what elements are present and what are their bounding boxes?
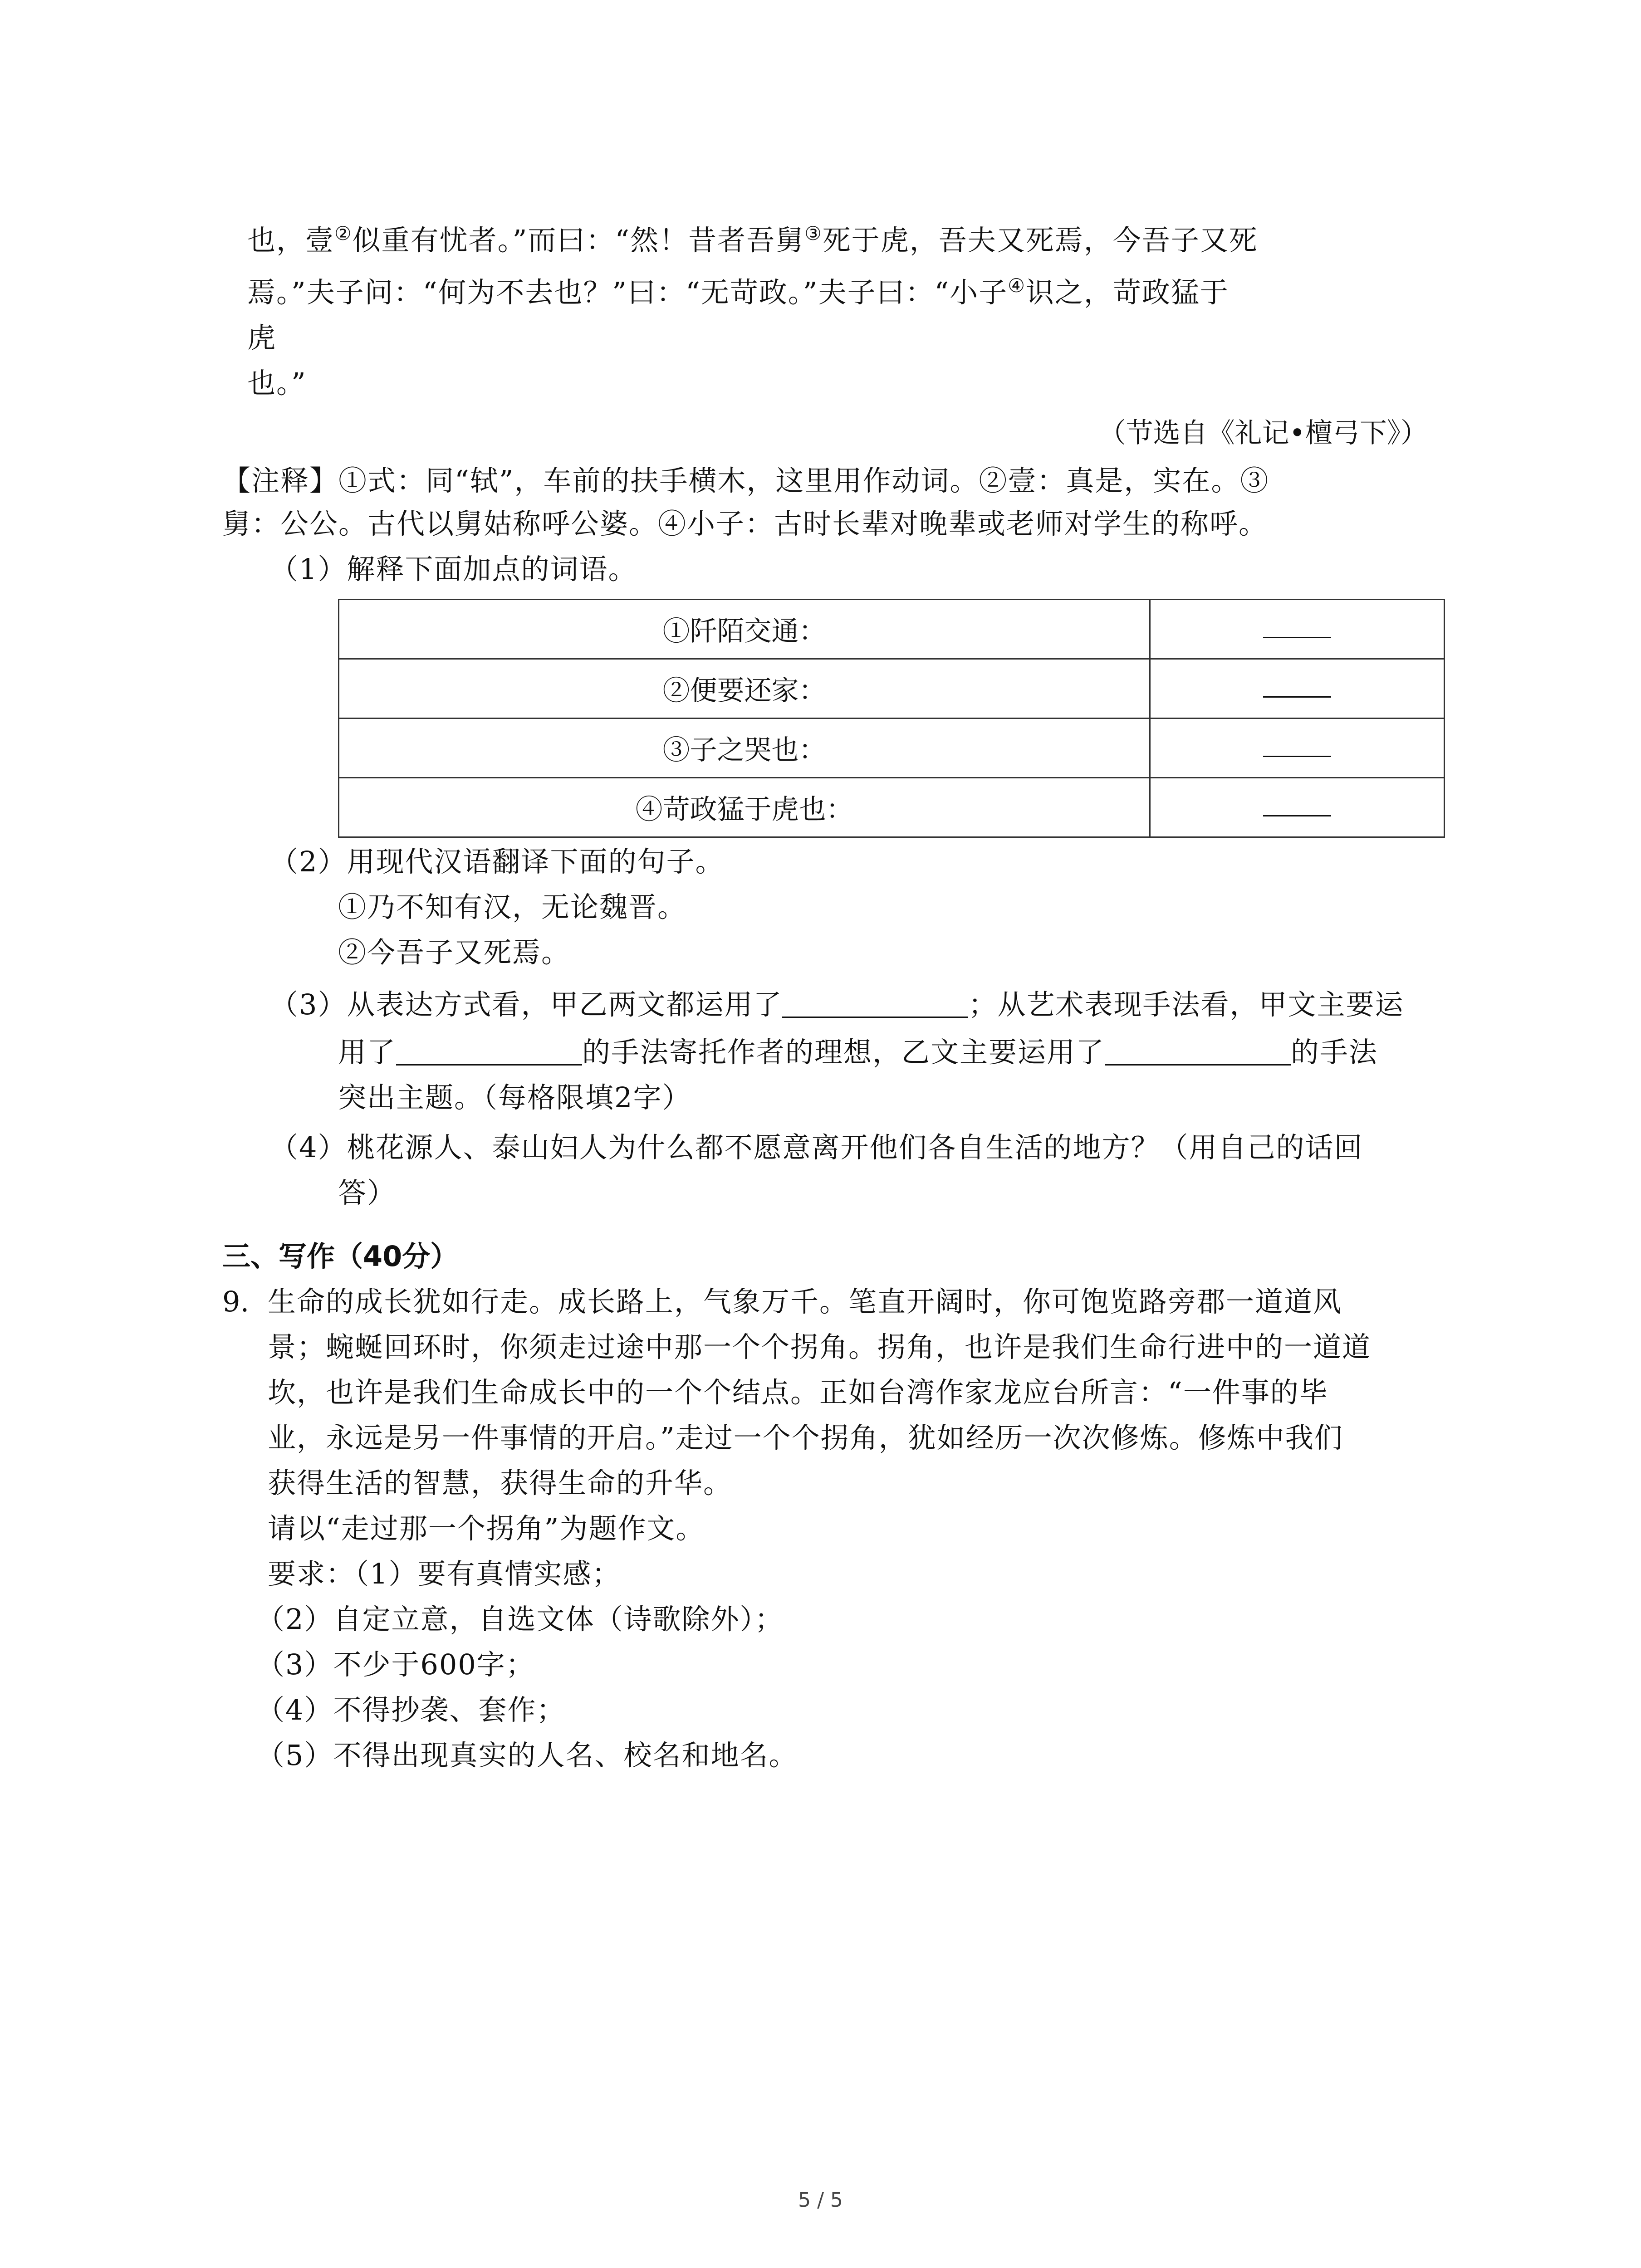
page-number: 5 / 5	[798, 2189, 843, 2212]
passage-source: （节选自《礼记•檀弓下》）	[1098, 417, 1428, 449]
table-row	[339, 719, 1445, 778]
passage-line-1	[247, 222, 1258, 259]
passage-text: 似重有忧者。”而曰：“然！昔者吾舅	[352, 224, 805, 257]
question-9-number: 9.	[222, 1285, 250, 1318]
question-9-line-4: 业，永远是另一件事情的开启。”走过一个个拐角，犹如经历一次次修炼。修炼中我们	[268, 1421, 1343, 1454]
question-1-prompt: （1）解释下面加点的词语。	[270, 552, 637, 586]
notes-line-1: 【注释】①式：同“轼”，车前的扶手横木，这里用作动词。②壹：真是，实在。③	[222, 464, 1269, 497]
vocab-term: ③子之哭也：	[339, 719, 1150, 778]
question-text: 的手法寄托作者的理想，乙文主要运用了	[582, 1036, 1105, 1069]
requirement-1: 要求：（1）要有真情实感；	[268, 1557, 621, 1590]
vocab-term: ②便要还家：	[339, 659, 1150, 719]
question-9-line-3: 坎，也许是我们生命成长中的一个个结点。正如台湾作家龙应台所言：“一件事的毕	[268, 1376, 1328, 1409]
vocab-term: ④苛政猛于虎也：	[339, 778, 1150, 837]
answer-cell[interactable]	[1150, 600, 1445, 659]
footnote-marker: ②	[334, 222, 353, 244]
vocab-table	[338, 599, 1445, 838]
fill-blank[interactable]	[782, 989, 968, 1018]
question-3-line-1	[270, 987, 1404, 1023]
question-text: 的手法	[1291, 1036, 1378, 1069]
question-4-line-1: （4）桃花源人、泰山妇人为什么都不愿意离开他们各自生活的地方？（用自己的话回	[270, 1131, 1363, 1164]
requirement-4: （4）不得抄袭、套作；	[256, 1693, 566, 1726]
passage-text: 识之，苛政猛于	[1025, 276, 1229, 309]
passage-text: 死于虎，吾夫又死焉，今吾子又死	[822, 224, 1258, 257]
table-row	[339, 778, 1445, 837]
question-text: ；从艺术表现手法看，甲文主要运	[968, 988, 1404, 1021]
question-9-line-5: 获得生活的智慧，获得生命的升华。	[268, 1466, 733, 1500]
vocab-term: ①阡陌交通：	[339, 600, 1150, 659]
fill-blank[interactable]	[1105, 1037, 1291, 1066]
passage-line-2	[247, 274, 1229, 311]
question-4-line-2: 答）	[338, 1176, 397, 1209]
passage-text: 焉。”夫子问：“何为不去也？”曰：“无苛政。”夫子曰：“小子	[247, 276, 1008, 309]
answer-blank[interactable]	[1263, 614, 1331, 638]
fill-blank[interactable]	[396, 1037, 582, 1066]
question-3-line-3: 突出主题。（每格限填2字）	[338, 1081, 691, 1114]
requirement-3: （3）不少于600字；	[256, 1648, 535, 1681]
question-text: （3）从表达方式看，甲乙两文都运用了	[270, 988, 783, 1021]
question-9-line-1: 生命的成长犹如行走。成长路上，气象万千。笔直开阔时，你可饱览路旁郡一道道风	[268, 1285, 1342, 1318]
section-3-title: 三、写作（40分）	[222, 1240, 459, 1273]
passage-line-3: 虎	[247, 321, 277, 354]
table-row	[339, 600, 1445, 659]
answer-cell[interactable]	[1150, 719, 1445, 778]
question-2-sentence-1: ①乃不知有汉，无论魏晋。	[338, 890, 687, 924]
question-text: 用了	[338, 1036, 397, 1069]
answer-blank[interactable]	[1263, 792, 1331, 816]
footnote-marker: ③	[804, 222, 823, 244]
requirement-2: （2）自定立意，自选文体（诗歌除外）；	[256, 1603, 784, 1636]
question-3-line-2	[338, 1034, 1378, 1070]
question-9-line-2: 景；蜿蜒回环时，你须走过途中那一个个拐角。拐角，也许是我们生命行进中的一道道	[268, 1330, 1372, 1364]
requirement-5: （5）不得出现真实的人名、校名和地名。	[256, 1739, 798, 1772]
passage-text: 也，壹	[247, 224, 335, 257]
question-2-prompt: （2）用现代汉语翻译下面的句子。	[270, 845, 725, 878]
passage-line-4: 也。”	[247, 367, 307, 400]
question-2-sentence-2: ②今吾子又死焉。	[338, 936, 571, 969]
answer-cell[interactable]	[1150, 778, 1445, 837]
table-row	[339, 659, 1445, 719]
footnote-marker: ④	[1008, 274, 1026, 297]
notes-line-2: 舅：公公。古代以舅姑称呼公婆。④小子：古时长辈对晚辈或老师对学生的称呼。	[222, 507, 1268, 540]
question-9-line-6: 请以“走过那一个拐角”为题作文。	[268, 1512, 705, 1545]
answer-blank[interactable]	[1263, 674, 1331, 698]
answer-cell[interactable]	[1150, 659, 1445, 719]
answer-blank[interactable]	[1263, 733, 1331, 757]
